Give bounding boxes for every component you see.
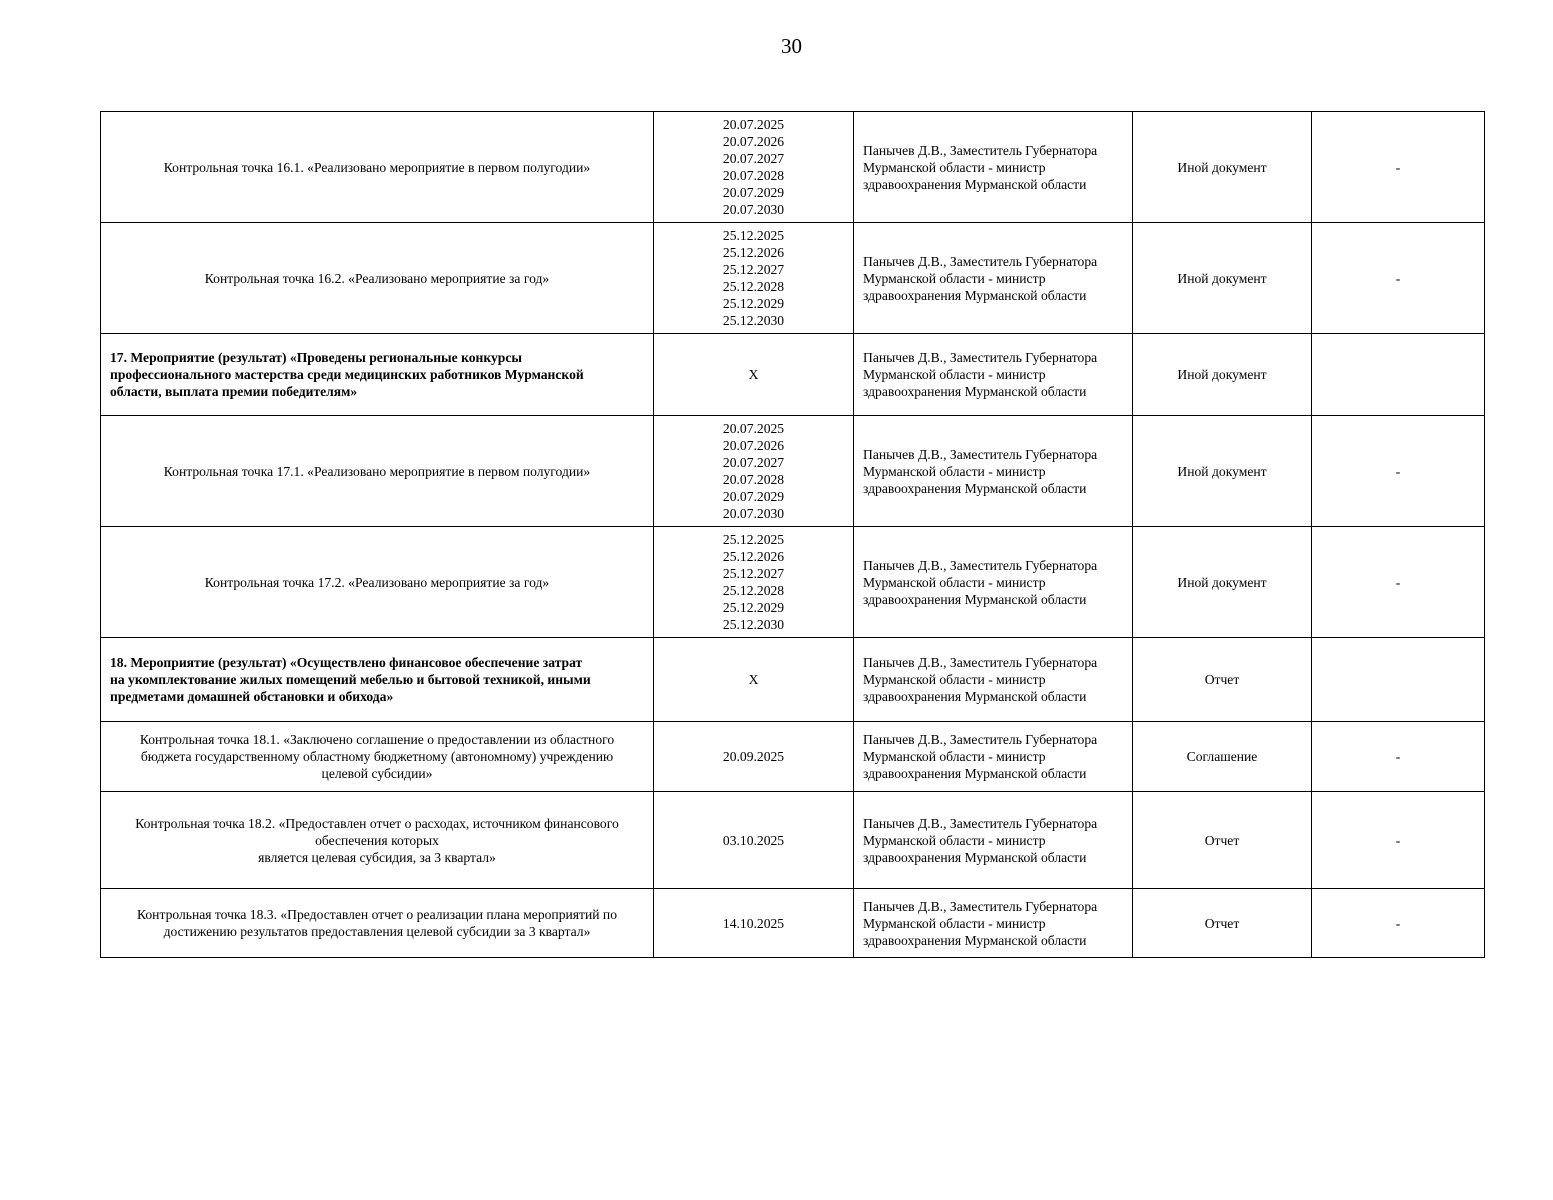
responsible-line: Панычев Д.В., Заместитель Губернатора bbox=[863, 446, 1098, 462]
date-line: 25.12.2028 bbox=[722, 583, 785, 598]
table-row bbox=[101, 416, 1485, 527]
row-document: Отчет bbox=[1133, 638, 1312, 722]
row-dates bbox=[654, 889, 854, 958]
row-dates bbox=[654, 223, 854, 334]
date-line: 20.07.2028 bbox=[722, 168, 785, 183]
row-document: Иной документ bbox=[1133, 334, 1312, 416]
responsible-line: Мурманской области - министр bbox=[863, 832, 1046, 848]
date-line: 25.12.2026 bbox=[722, 549, 785, 564]
responsible-line: Панычев Д.В., Заместитель Губернатора bbox=[863, 253, 1098, 269]
name-line: области, выплата премии победителям» bbox=[110, 384, 358, 399]
date-line: 25.12.2030 bbox=[722, 617, 785, 632]
responsible-line: Мурманской области - министр bbox=[863, 672, 1046, 687]
row-name bbox=[101, 722, 654, 792]
responsible-line: Панычев Д.В., Заместитель Губернатора bbox=[863, 557, 1098, 573]
row-note bbox=[1312, 334, 1485, 416]
row-document: Иной документ bbox=[1133, 416, 1312, 527]
responsible-line: Панычев Д.В., Заместитель Губернатора bbox=[863, 350, 1098, 365]
date-line: 20.07.2030 bbox=[722, 202, 785, 217]
row-responsible bbox=[854, 889, 1133, 958]
date-line: 20.07.2029 bbox=[722, 489, 785, 504]
name-line: профессионального мастерства среди медицинских работников Мурманской bbox=[110, 367, 584, 382]
name-line: целевой субсидии» bbox=[321, 766, 433, 781]
responsible-line: Мурманской области - министр bbox=[863, 159, 1046, 175]
name-line: на укомплектование жилых помещений мебелью и бытовой техникой, иными bbox=[110, 672, 591, 687]
responsible-line: здравоохранения Мурманской области bbox=[863, 176, 1087, 192]
row-name: Контрольная точка 16.1. «Реализовано мероприятие в первом полугодии» bbox=[101, 112, 654, 223]
row-name bbox=[101, 889, 654, 958]
responsible-line: здравоохранения Мурманской области bbox=[863, 932, 1087, 948]
date-line: 25.12.2029 bbox=[722, 600, 785, 615]
row-note: - bbox=[1312, 223, 1485, 334]
row-name bbox=[101, 792, 654, 889]
table-row bbox=[101, 527, 1485, 638]
name-line: Контрольная точка 18.2. «Предоставлен отчет о расходах, источником финансового bbox=[135, 815, 619, 831]
row-responsible bbox=[854, 722, 1133, 792]
table-row bbox=[101, 792, 1485, 889]
date-line: Х bbox=[748, 367, 759, 382]
page-number: 30 bbox=[781, 34, 802, 58]
responsible-line: Мурманской области - министр bbox=[863, 574, 1046, 590]
row-note: - bbox=[1312, 416, 1485, 527]
table-row-activity bbox=[101, 638, 1485, 722]
table-row bbox=[101, 889, 1485, 958]
row-note: - bbox=[1312, 889, 1485, 958]
date-line: 25.12.2028 bbox=[722, 279, 785, 294]
row-responsible bbox=[854, 792, 1133, 889]
row-document: Отчет bbox=[1133, 792, 1312, 889]
responsible-line: здравоохранения Мурманской области bbox=[863, 849, 1087, 865]
responsible-line: здравоохранения Мурманской области bbox=[863, 766, 1087, 781]
date-line: 20.07.2027 bbox=[722, 151, 785, 166]
table-row-activity bbox=[101, 334, 1485, 416]
date-line: 20.07.2029 bbox=[722, 185, 785, 200]
row-dates bbox=[654, 792, 854, 889]
date-line: 20.07.2026 bbox=[722, 134, 785, 149]
row-responsible bbox=[854, 223, 1133, 334]
name-line: Контрольная точка 18.3. «Предоставлен отчет о реализации плана мероприятий по bbox=[137, 907, 617, 922]
row-name: Контрольная точка 17.2. «Реализовано мероприятие за год» bbox=[101, 527, 654, 638]
name-line: достижению результатов предоставления целевой субсидии за 3 квартал» bbox=[163, 924, 591, 939]
row-document: Отчет bbox=[1133, 889, 1312, 958]
name-line: бюджета государственному областному бюджетному (автономному) учреждению bbox=[140, 749, 614, 764]
row-note: - bbox=[1312, 722, 1485, 792]
responsible-line: Панычев Д.В., Заместитель Губернатора bbox=[863, 142, 1098, 158]
responsible-line: Мурманской области - министр bbox=[863, 367, 1046, 382]
responsible-line: здравоохранения Мурманской области bbox=[863, 287, 1087, 303]
row-dates bbox=[654, 334, 854, 416]
row-dates bbox=[654, 638, 854, 722]
responsible-line: Мурманской области - министр bbox=[863, 463, 1046, 479]
row-document: Иной документ bbox=[1133, 112, 1312, 223]
date-line: 25.12.2030 bbox=[722, 313, 785, 328]
date-line: 20.07.2030 bbox=[722, 506, 785, 521]
row-dates bbox=[654, 416, 854, 527]
row-name bbox=[101, 334, 654, 416]
name-line: Контрольная точка 18.1. «Заключено соглашение о предоставлении из областного bbox=[139, 732, 615, 747]
row-note: - bbox=[1312, 527, 1485, 638]
row-document: Иной документ bbox=[1133, 527, 1312, 638]
row-responsible bbox=[854, 416, 1133, 527]
date-line: 25.12.2027 bbox=[722, 566, 785, 581]
date-line: 20.07.2028 bbox=[722, 472, 785, 487]
responsible-line: Панычев Д.В., Заместитель Губернатора bbox=[863, 898, 1098, 914]
date-line: 20.07.2025 bbox=[722, 421, 785, 436]
date-line: 25.12.2025 bbox=[722, 228, 785, 243]
row-document: Соглашение bbox=[1133, 722, 1312, 792]
row-dates bbox=[654, 722, 854, 792]
responsible-line: Мурманской области - министр bbox=[863, 749, 1046, 764]
table-row bbox=[101, 223, 1485, 334]
table-row bbox=[101, 112, 1485, 223]
control-points-table bbox=[100, 111, 1485, 958]
name-line: является целевая субсидия, за 3 квартал» bbox=[258, 849, 496, 865]
date-line: Х bbox=[748, 672, 759, 687]
date-line: 25.12.2026 bbox=[722, 245, 785, 260]
row-responsible bbox=[854, 638, 1133, 722]
row-responsible bbox=[854, 527, 1133, 638]
row-dates bbox=[654, 527, 854, 638]
date-line: 25.12.2029 bbox=[722, 296, 785, 311]
row-name: Контрольная точка 16.2. «Реализовано мероприятие за год» bbox=[101, 223, 654, 334]
responsible-line: Мурманской области - министр bbox=[863, 270, 1046, 286]
row-name: Контрольная точка 17.1. «Реализовано мероприятие в первом полугодии» bbox=[101, 416, 654, 527]
date-line: 20.07.2025 bbox=[722, 117, 785, 132]
date-line: 25.12.2025 bbox=[722, 532, 785, 547]
name-line: предметами домашней обстановки и обихода» bbox=[110, 689, 394, 704]
responsible-line: Панычев Д.В., Заместитель Губернатора bbox=[863, 815, 1098, 831]
responsible-line: здравоохранения Мурманской области bbox=[863, 384, 1087, 399]
responsible-line: здравоохранения Мурманской области bbox=[863, 480, 1087, 496]
row-responsible bbox=[854, 334, 1133, 416]
name-line: обеспечения которых bbox=[315, 832, 439, 848]
date-line: 20.09.2025 bbox=[722, 749, 785, 764]
name-line: 17. Мероприятие (результат) «Проведены региональные конкурсы bbox=[110, 350, 522, 365]
date-line: 14.10.2025 bbox=[722, 915, 785, 931]
date-line: 25.12.2027 bbox=[722, 262, 785, 277]
responsible-line: Панычев Д.В., Заместитель Губернатора bbox=[863, 732, 1098, 747]
row-note: - bbox=[1312, 112, 1485, 223]
responsible-line: Панычев Д.В., Заместитель Губернатора bbox=[863, 655, 1098, 670]
row-note bbox=[1312, 638, 1485, 722]
row-responsible bbox=[854, 112, 1133, 223]
row-name bbox=[101, 638, 654, 722]
row-dates bbox=[654, 112, 854, 223]
date-line: 20.07.2027 bbox=[722, 455, 785, 470]
responsible-line: здравоохранения Мурманской области bbox=[863, 689, 1087, 704]
date-line: 20.07.2026 bbox=[722, 438, 785, 453]
row-note: - bbox=[1312, 792, 1485, 889]
responsible-line: Мурманской области - министр bbox=[863, 915, 1046, 931]
name-line: 18. Мероприятие (результат) «Осуществлено финансовое обеспечение затрат bbox=[110, 655, 583, 670]
responsible-line: здравоохранения Мурманской области bbox=[863, 591, 1087, 607]
row-document: Иной документ bbox=[1133, 223, 1312, 334]
table-row bbox=[101, 722, 1485, 792]
date-line: 03.10.2025 bbox=[722, 832, 785, 848]
